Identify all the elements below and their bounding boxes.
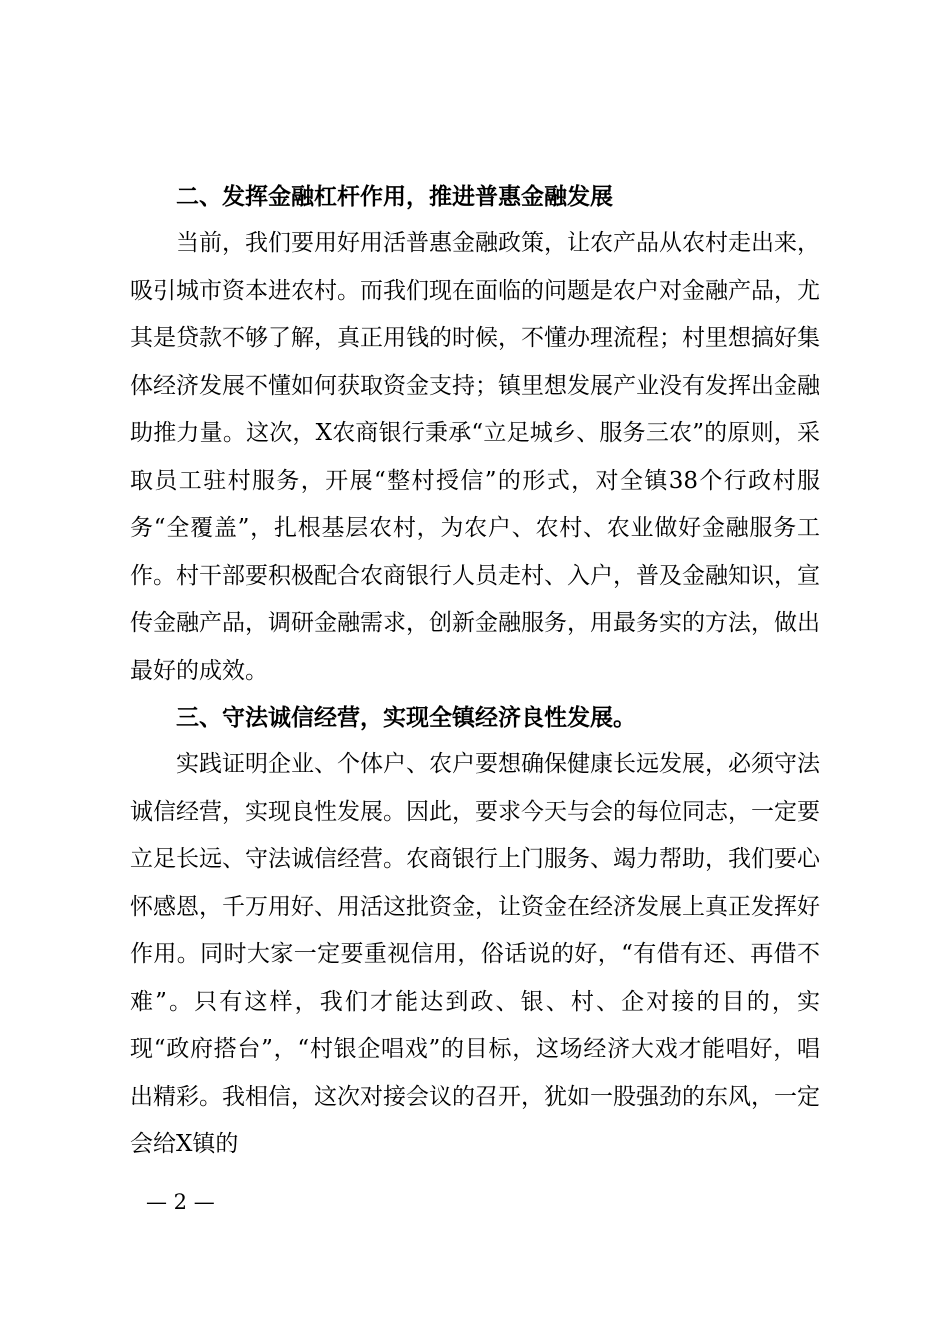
page-number: — 2 — <box>146 1190 215 1214</box>
document-body <box>130 174 820 1169</box>
section-3-heading: 三、守法诚信经营，实现全镇经济良性发展。 <box>176 705 636 731</box>
section-2-paragraph: 当前，我们要用好用活普惠金融政策，让农产品从农村走出来，吸引城市资本进农村。而我们现在面临的问题是农户对金融产品，尤其是贷款不够了解，真正用钱的时候，不懂办理流程；村里想搞好集体经济发展不懂如何获取资金支持；镇里想发展产业没有发挥出金融助推力量。这次，X农商银行秉承“立足城乡、服务三农”的原则，采取员工驻村服务，开展“整村授信”的形式，对全镇38个行政村服务“全覆盖”，扎根基层农村，为农户、农村、农业做好金融服务工作。村干部要积极配合农商银行人员走村、入户，普及金融知识，宣传金融产品，调研金融需求，创新金融服务，用最务实的方法，做出最好的成效。 <box>130 230 820 684</box>
section-3-paragraph: 实践证明企业、个体户、农户要想确保健康长远发展，必须守法诚信经营，实现良性发展。因此，要求今天与会的每位同志，一定要立足长远、守法诚信经营。农商银行上门服务、竭力帮助，我们要心怀感恩，千万用好、用活这批资金，让资金在经济发展上真正发挥好作用。同时大家一定要重视信用，俗话说的好，“有借有还、再借不难”。只有这样，我们才能达到政、银、村、企对接的目的，实现“政府搭台”，“村银企唱戏”的目标，这场经济大戏才能唱好，唱出精彩。我相信，这次对接会议的召开，犹如一股强劲的东风，一定会给X镇的 <box>130 751 820 1157</box>
section-2-heading: 二、发挥金融杠杆作用，推进普惠金融发展 <box>176 184 613 210</box>
